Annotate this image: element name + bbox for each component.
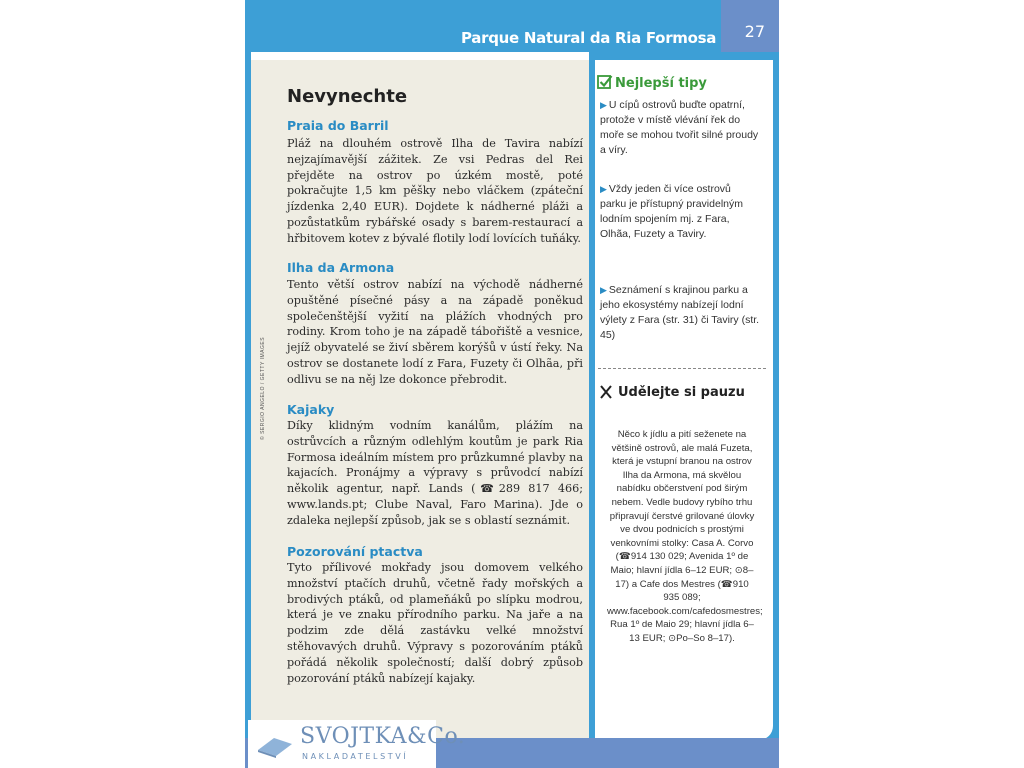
tip-item	[600, 283, 760, 343]
book-icon	[256, 730, 296, 758]
arrow-right-icon: ▶	[600, 100, 607, 110]
page-number-box	[721, 0, 779, 52]
tip-item	[600, 182, 760, 242]
photo-credit: © SERGIO ANGELO / GETTY IMAGES	[260, 336, 266, 440]
logo-name: SVOJTKA&Co.	[300, 724, 466, 749]
section-text-pozorovani-ptactva: Tyto přílivové mokřady jsou domovem velkého množství ptačích druhů, včetně řady mořských a brodivých ptáků, od plameňáků po slípku modrou, která je ve znaku přírodního parku. Na jaře a na podzim zde dělá zastávku velké množství stěhovavých druhů. Výpravy s pozorováním ptáků pořádá několik společností; další dobrý způsob pozorování ptáků nabízejí kajaky.	[287, 561, 583, 685]
sidebar-divider	[598, 368, 766, 369]
section-text-praia-do-barril: Pláž na dlouhém ostrově Ilha de Tavira nabízí nejzajímavější zážitek. Ze vsi Pedras del Rei přejděte na ostrov po úzkém mostě, poté pokračujte 1,5 km pěšky nebo vláčkem (zpáteční jízdenka 2,40 EUR). Dojdete k nádherné pláži a pozůstatkům rybářské osady s barem-restaurací a hřbitovem kotev z bývalé flotily lodí lovících tuňáky.	[287, 137, 583, 245]
header-title: Parque Natural da Ria Formosa	[461, 29, 717, 47]
section-title-kajaky: Kajaky	[287, 402, 335, 417]
checkbox-icon	[597, 74, 613, 90]
break-text: Něco k jídlu a pití seženete na většině ostrovů, ale malá Fuzeta, která je vstupní branou na ostrov Ilha da Armona, má skvělou nabídku občerstvení pod širým nebem. Vedle budovy rybího trhu připravují čerstvé grilované úlovky ve dvou podnicích s prostými venkovními stolky: Casa A. Corvo (☎914 130 029; Avenida 1º de Maio; hlavní jídla 6–12 EUR; ⊙8–17) a Cafe dos Mestres (☎910 935 089; www.facebook.com/cafedosmestres; Rua 1º de Maio 29; hlavní jídla 6–13 EUR; ⊙Po–So 8–17).	[607, 429, 763, 644]
section-text-kajaky: Díky klidným vodním kanálům, plážím na ostrůvcích a různým odlehlým koutům je park Ria Formosa ideálním místem pro průzkumné plavby na kajacích. Pronájmy a výpravy s průvodcí nabízí několik agentur, např. Lands (☎289 817 466; www.lands.pt; Clube Naval, Faro Marina). Jde o zdaleka nejlepší způsob, jak se s oblastí seznámit.	[287, 419, 583, 527]
break-title: Udělejte si pauzu	[618, 385, 745, 400]
page-number: 27	[744, 22, 765, 41]
publisher-logo	[248, 720, 466, 768]
logo-subtitle: NAKLADATELSTVÍ	[302, 752, 409, 761]
section-title-praia-do-barril: Praia do Barril	[287, 118, 389, 133]
guidebook-page	[245, 0, 779, 768]
page-header	[245, 0, 779, 52]
tip-text: Vždy jeden či více ostrovů parku je přístupný pravidelným lodním spojením mj. z Fara, Olhãa, Fuzety a Taviry.	[600, 183, 743, 240]
tip-text: U cípů ostrovů buďte opatrní, protože v místě vlévání řek do moře se mohou tvořit silné proudy a víry.	[600, 99, 759, 156]
arrow-right-icon: ▶	[600, 285, 607, 295]
tips-title: Nejlepší tipy	[615, 76, 707, 91]
tip-text: Seznámení s krajinou parku a jeho ekosystémy nabízejí lodní výlety z Fara (str. 31) či Taviry (str. 45)	[600, 284, 760, 341]
arrow-right-icon: ▶	[600, 184, 607, 194]
main-column	[251, 60, 589, 760]
main-heading: Nevynechte	[287, 86, 408, 107]
section-title-pozorovani-ptactva: Pozorování ptactva	[287, 544, 423, 559]
section-text-ilha-da-armona: Tento větší ostrov nabízí na východě nádherné opuštěné písečné pásy a na západě poněkud společenštější vyžití na plážích vhodných pro rodiny. Krom toho je na západě tábořiště a vesnice, jejíž obyvatelé se živí sběrem korýšů v ústí řeky. Na ostrov se dostanete lodí z Fara, Fuzety či Olhãa, při odlivu se na něj lze dokonce přebrodit.	[287, 278, 583, 386]
tip-item	[600, 98, 760, 158]
section-title-ilha-da-armona: Ilha da Armona	[287, 260, 395, 275]
